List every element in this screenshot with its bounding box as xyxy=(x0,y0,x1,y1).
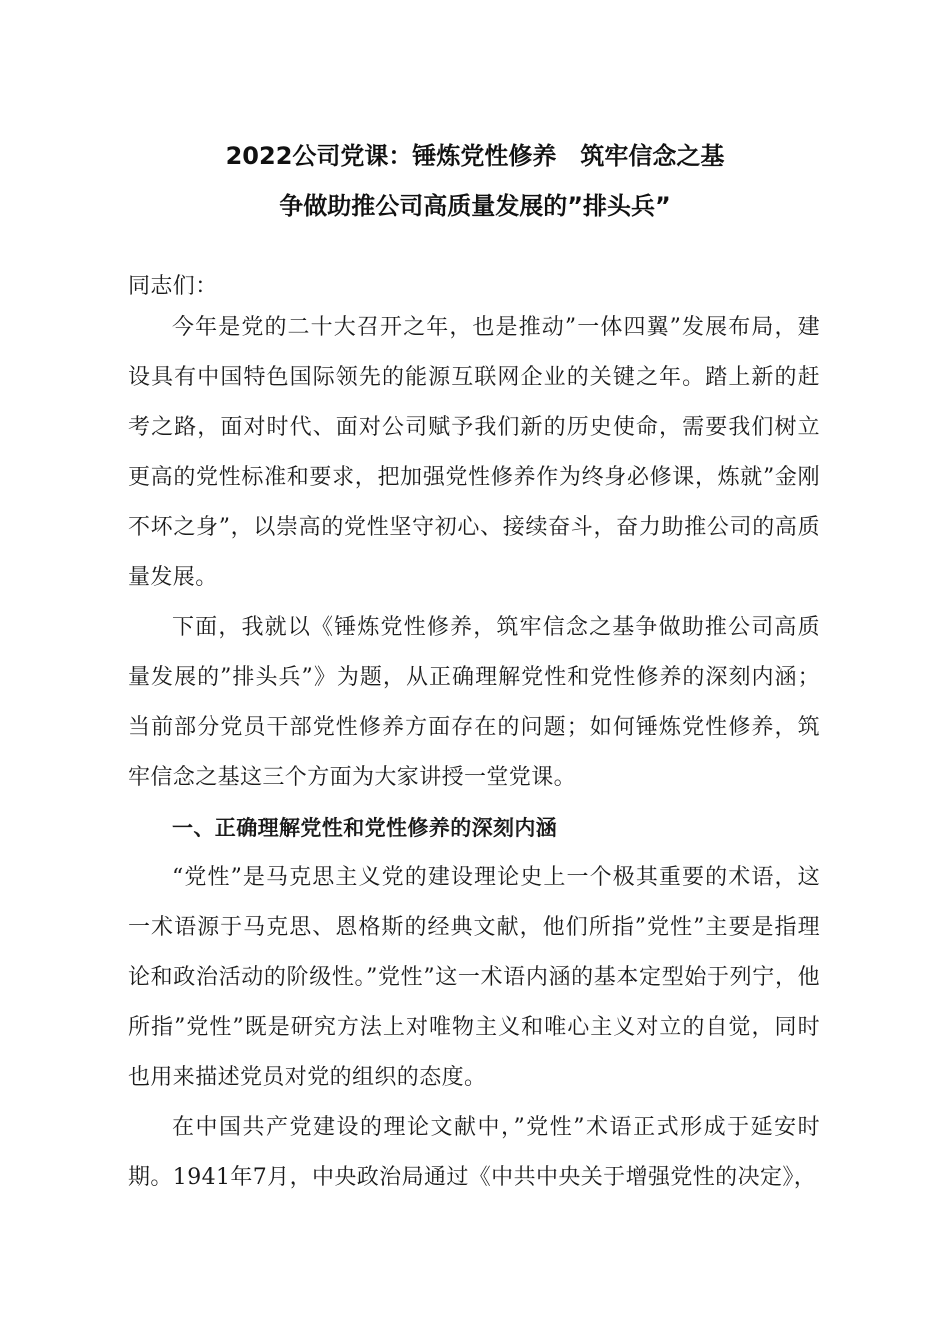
paragraph-1: 今年是党的二十大召开之年，也是推动”一体四翼”发展布局，建设具有中国特色国际领先的能源互联网企业的关键之年。踏上新的赶考之路，面对时代、面对公司赋予我们新的历史使命，需要我们树立更高的党性标准和要求，把加强党性修养作为终身必修课，炼就”金刚不坏之身”，以崇高的党性坚守初心、接续奋斗，奋力助推公司的高质量发展。 xyxy=(128,315,820,590)
section-heading-1: 一、正确理解党性和党性修养的深刻内涵 xyxy=(172,816,558,840)
paragraph-4: 在中国共产党建设的理论文献中，”党性”术语正式形成于延安时期。1941年7月，中央政治局通过《中共中央关于增强党性的决定》， xyxy=(128,1115,820,1190)
paragraph-2: 下面，我就以《锤炼党性修养，筑牢信念之基争做助推公司高质量发展的”排头兵”》为题，从正确理解党性和党性修养的深刻内涵；当前部分党员干部党性修养方面存在的问题；如何锤炼党性修养，筑牢信念之基这三个方面为大家讲授一堂党课。 xyxy=(128,615,820,790)
paragraph-3: “党性”是马克思主义党的建设理论史上一个极其重要的术语，这一术语源于马克思、恩格斯的经典文献，他们所指”党性”主要是指理论和政治活动的阶级性。”党性”这一术语内涵的基本定型始于列宁，他所指”党性”既是研究方法上对唯物主义和唯心主义对立的自觉，同时也用来描述党员对党的组织的态度。 xyxy=(128,865,820,1090)
document-title-line-1 xyxy=(0,141,950,171)
document-title-line-2: 争做助推公司高质量发展的”排头兵” xyxy=(279,192,671,220)
greeting: 同志们： xyxy=(128,274,218,299)
title-line-1-part-1: 2022公司党课：锤炼党性修养 xyxy=(225,142,557,170)
title-line-1-part-2: 筑牢信念之基 xyxy=(580,142,725,170)
